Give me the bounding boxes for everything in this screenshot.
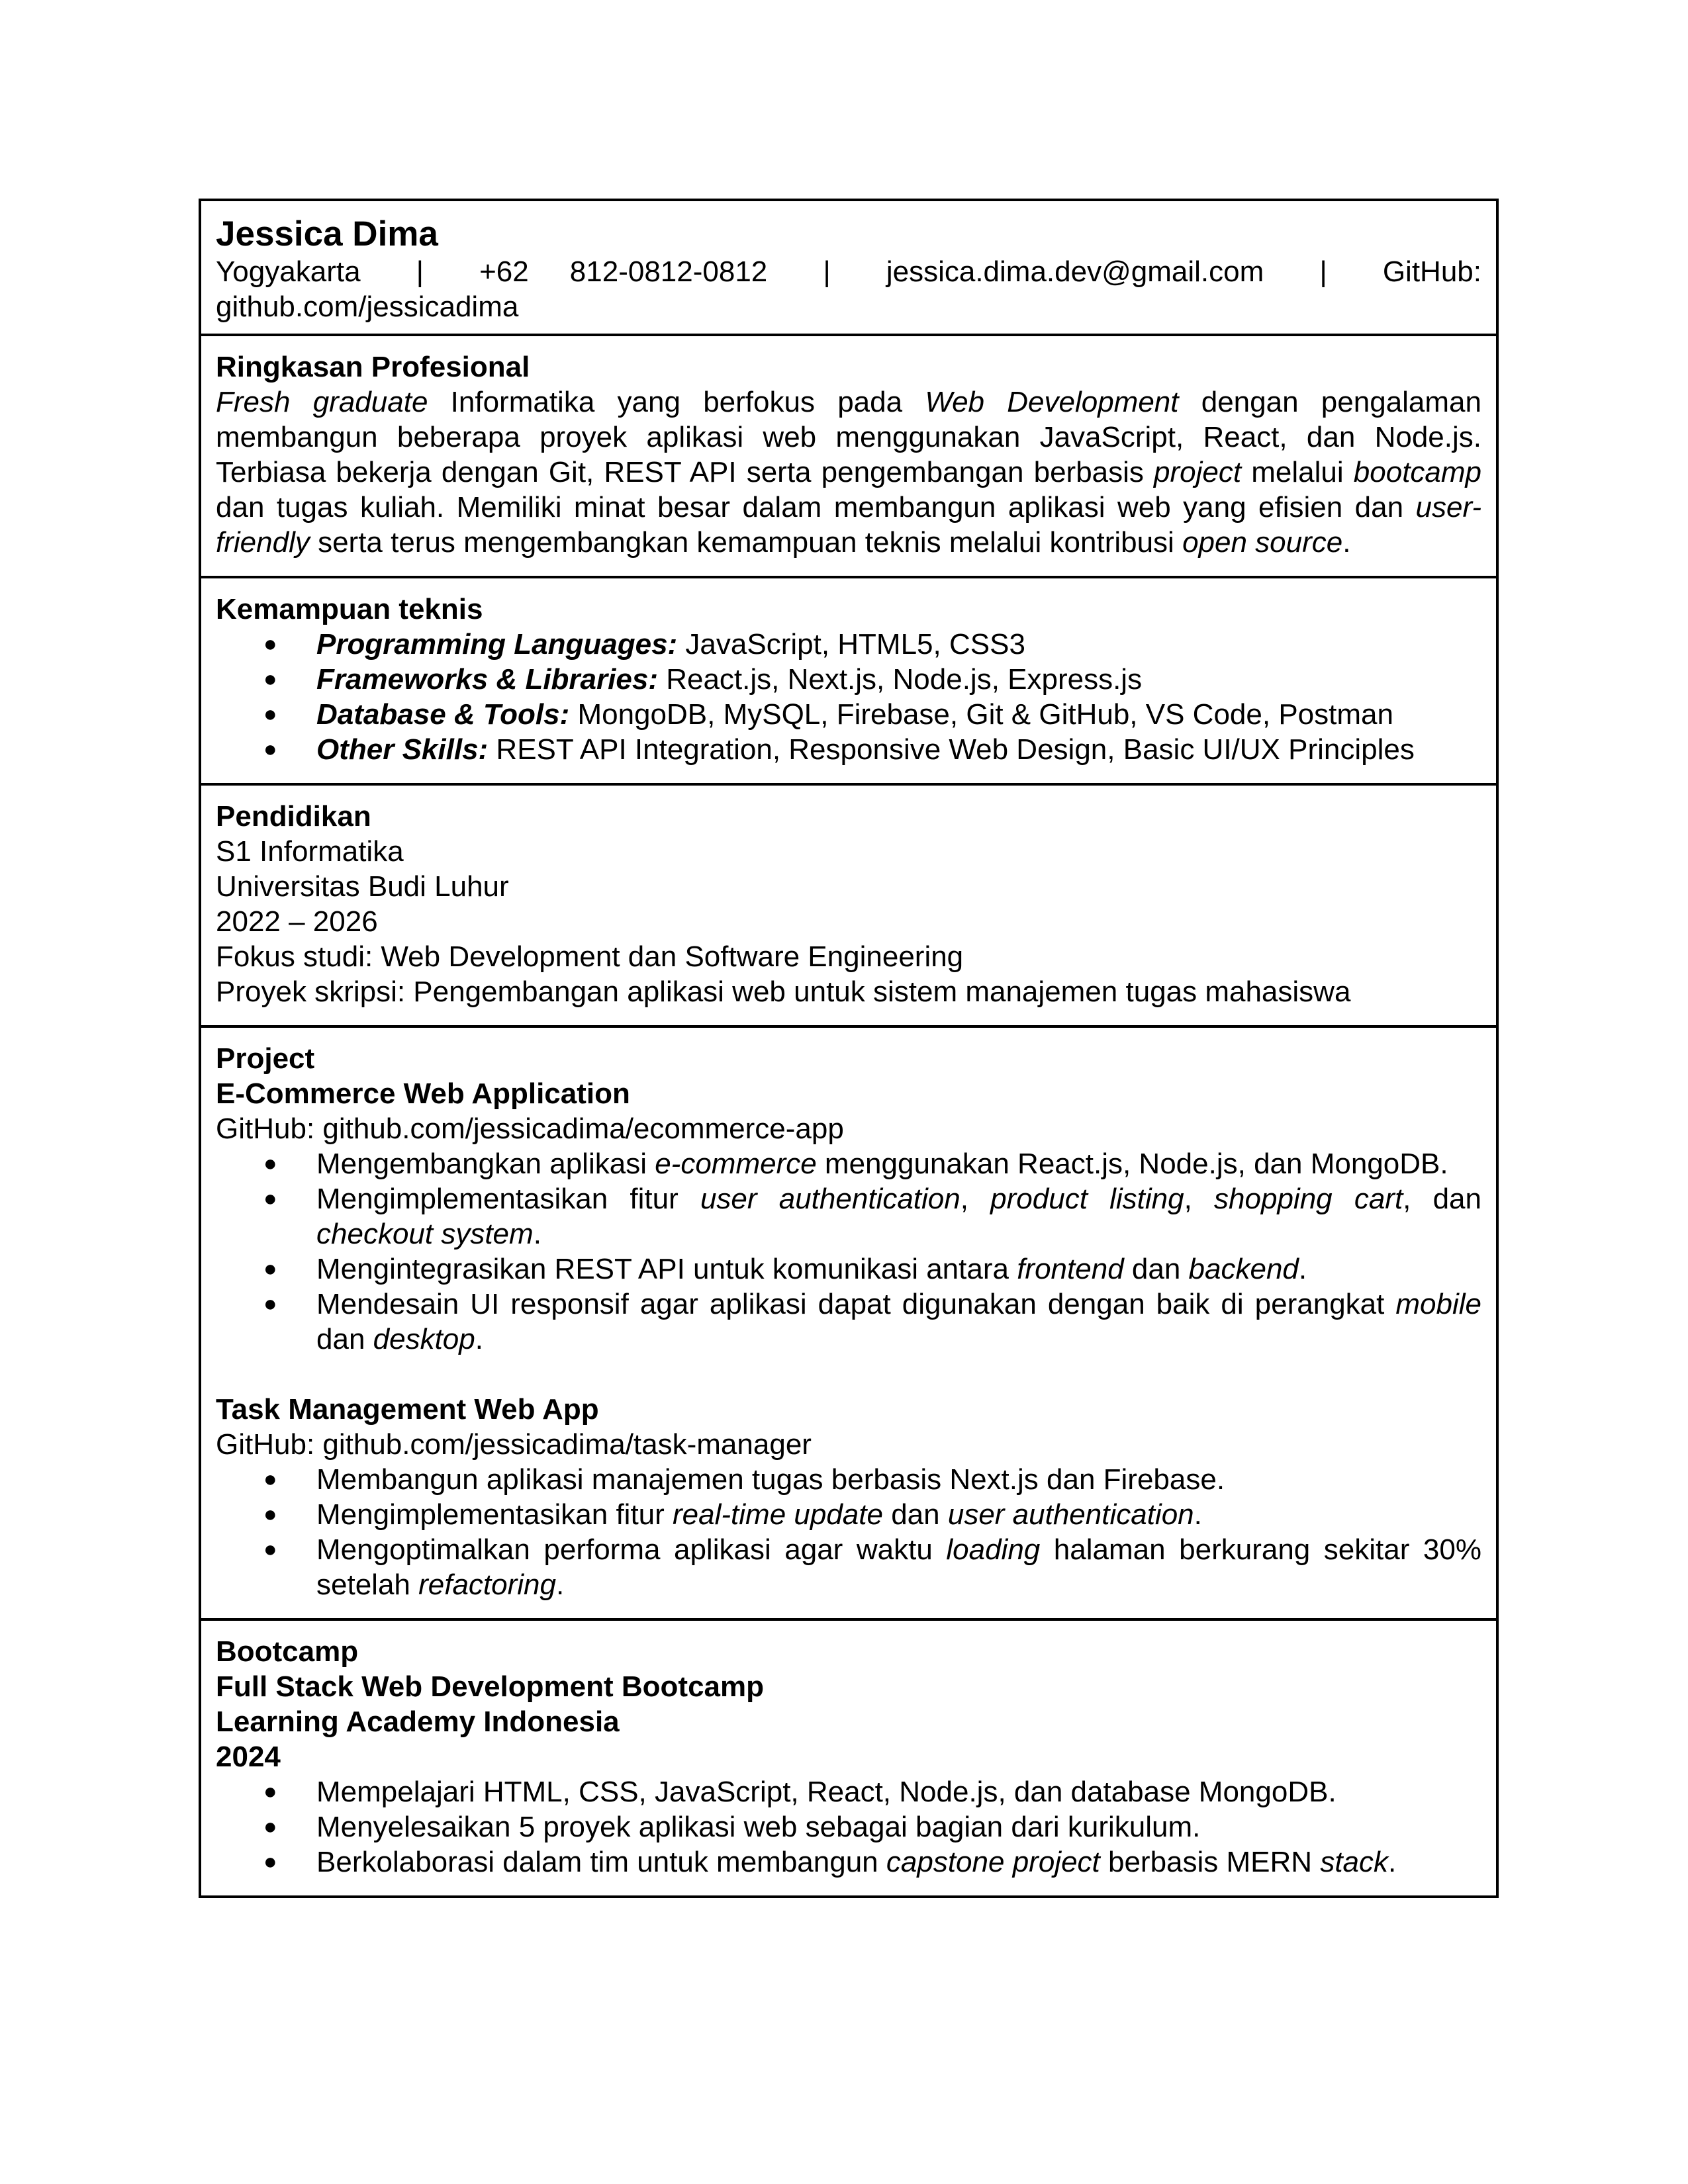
- skills-list: [216, 627, 1481, 767]
- contact-line: [216, 254, 1481, 324]
- project-bullets: [216, 1462, 1481, 1602]
- skills-section: [201, 576, 1496, 783]
- spacer: [216, 1357, 1481, 1392]
- github-link[interactable]: github.com/jessicadima: [216, 291, 519, 323]
- bootcamp-provider: Learning Academy Indonesia: [216, 1706, 620, 1738]
- github-label: GitHub:: [1382, 255, 1481, 288]
- email-link[interactable]: jessica.dima.dev@gmail.com: [886, 255, 1264, 288]
- separator: |: [1319, 255, 1327, 288]
- project-bullets: [216, 1146, 1481, 1357]
- location: Yogyakarta: [216, 255, 361, 288]
- header-section: [201, 201, 1496, 334]
- section-title: Pendidikan: [216, 800, 371, 833]
- bootcamp-bullets: [216, 1774, 1481, 1880]
- phone: +62 812-0812-0812: [479, 255, 768, 288]
- bootcamp-year: 2024: [216, 1741, 281, 1773]
- degree: S1 Informatika: [216, 835, 404, 868]
- projects-section: [201, 1025, 1496, 1618]
- list-item: ● Mengoptimalkan performa aplikasi agar waktu loading halaman berkurang sekitar 30% setelah refactoring.: [216, 1532, 1481, 1602]
- project-name: Task Management Web App: [216, 1393, 599, 1426]
- list-item: ● Membangun aplikasi manajemen tugas berbasis Next.js dan Firebase.: [216, 1462, 1481, 1497]
- list-item: ● Mempelajari HTML, CSS, JavaScript, React, Node.js, dan database MongoDB.: [216, 1774, 1481, 1809]
- list-item: ● Other Skills: REST API Integration, Responsive Web Design, Basic UI/UX Principles: [216, 732, 1481, 767]
- summary-section: [201, 334, 1496, 576]
- education-section: [201, 783, 1496, 1025]
- list-item: ● Mendesain UI responsif agar aplikasi dapat digunakan dengan baik di perangkat mobile dan desktop.: [216, 1287, 1481, 1357]
- list-item: ● Programming Languages: JavaScript, HTML5, CSS3: [216, 627, 1481, 662]
- bootcamp-program: Full Stack Web Development Bootcamp: [216, 1670, 765, 1703]
- separator: |: [823, 255, 831, 288]
- summary-text: Fresh graduate Informatika yang berfokus pada Web Development dengan pengalaman membangun beberapa proyek aplikasi web menggunakan JavaScript, React, dan Node.js. Terbiasa bekerja dengan Git, REST API serta pengembangan berbasis project melalui bootcamp dan tugas kuliah. Memiliki minat besar dalam membangun aplikasi web yang efisien dan user-friendly serta terus mengembangkan kemampuan teknis melalui kontribusi open source.: [216, 386, 1482, 559]
- list-item: ● Mengimplementasikan fitur user authentication, product listing, shopping cart, dan checkout system.: [216, 1181, 1481, 1251]
- project-github-link[interactable]: GitHub: github.com/jessicadima/task-manager: [216, 1428, 812, 1461]
- project-name: E-Commerce Web Application: [216, 1077, 630, 1110]
- university: Universitas Budi Luhur: [216, 870, 509, 903]
- section-title: Ringkasan Profesional: [216, 351, 530, 383]
- list-item: ● Berkolaborasi dalam tim untuk membangun capstone project berbasis MERN stack.: [216, 1844, 1481, 1880]
- resume-table: [199, 199, 1499, 1898]
- list-item: ● Mengembangkan aplikasi e-commerce menggunakan React.js, Node.js, dan MongoDB.: [216, 1146, 1481, 1181]
- list-item: ● Mengimplementasikan fitur real-time update dan user authentication.: [216, 1497, 1481, 1532]
- section-title: Kemampuan teknis: [216, 593, 483, 625]
- bootcamp-section: [201, 1618, 1496, 1895]
- separator: |: [416, 255, 424, 288]
- list-item: ● Menyelesaikan 5 proyek aplikasi web sebagai bagian dari kurikulum.: [216, 1809, 1481, 1844]
- list-item: ● Database & Tools: MongoDB, MySQL, Firebase, Git & GitHub, VS Code, Postman: [216, 697, 1481, 732]
- candidate-name: Jessica Dima: [216, 214, 438, 253]
- list-item: ● Mengintegrasikan REST API untuk komunikasi antara frontend dan backend.: [216, 1251, 1481, 1287]
- section-title: Project: [216, 1042, 315, 1075]
- project-github-link[interactable]: GitHub: github.com/jessicadima/ecommerce-app: [216, 1113, 844, 1145]
- thesis: Proyek skripsi: Pengembangan aplikasi web untuk sistem manajemen tugas mahasiswa: [216, 976, 1351, 1008]
- section-title: Bootcamp: [216, 1635, 359, 1668]
- years: 2022 – 2026: [216, 905, 378, 938]
- focus: Fokus studi: Web Development dan Software Engineering: [216, 940, 964, 973]
- list-item: ● Frameworks & Libraries: React.js, Next.js, Node.js, Express.js: [216, 662, 1481, 697]
